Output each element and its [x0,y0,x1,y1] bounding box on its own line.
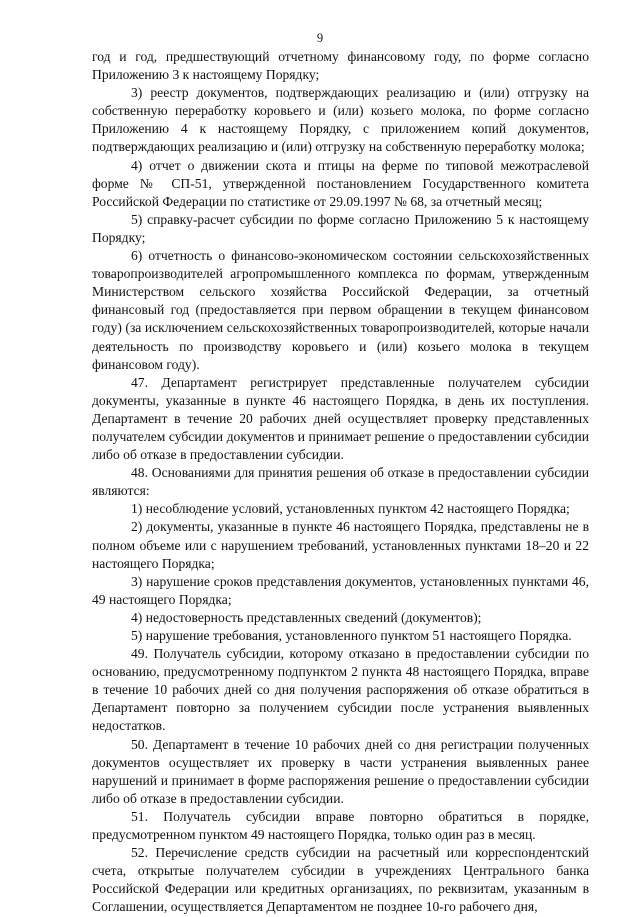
list-item-5: 5) справку-расчет субсидии по форме согласно Приложению 5 к настоящему Порядку; [92,211,589,245]
refusal-reason-1: 1) несоблюдение условий, установленных пунктом 42 настоящего Порядка; [131,501,570,517]
paragraph-continuation: год и год, предшествующий отчетному финансовому году, по форме согласно Приложению 3 к настоящему Порядку; [92,49,589,83]
clause-52: 52. Перечисление средств субсидии на расчетный или корреспондентский счета, открытые получателем субсидии в учреждениях Центрального банка Российской Федерации или кредитных организациях, по реквизитам, указанным в Соглашении, осуществляется Департаментом не позднее 10-го рабочего дня, [92,845,589,915]
list-item-4: 4) отчет о движении скота и птицы на ферме по типовой межотраслевой форме № СП-51, утвержденной постановлением Государственного комитета Российской Федерации по статистике от 29.09.1997 № 68, за отчетный месяц; [92,157,589,209]
clause-51: 51. Получатель субсидии вправе повторно обратиться в порядке, предусмотренном пунктом 49 настоящего Порядка, только один раз в месяц. [92,808,589,843]
page-number: 9 [316,31,324,45]
clause-48: 48. Основаниями для принятия решения об отказе в предоставлении субсидии являются: [92,465,589,499]
document-body [92,48,589,917]
refusal-reason-5: 5) нарушение требования, установленного пунктом 51 настоящего Порядка. [131,628,572,643]
clause-50: 50. Департамент в течение 10 рабочих дней со дня регистрации полученных документов осуществляет их проверку в части устранения выявленных ранее нарушений и принимает в форме распоряжения решение о предоставлении субсидии либо об отказе в предоставлении субсидии. [92,736,589,806]
refusal-reason-3: 3) нарушение сроков представления документов, установленных пунктами 46, 49 настоящего Порядка; [92,573,589,607]
refusal-reason-2: 2) документы, указанные в пункте 46 настоящего Порядка, представлены не в полном объеме или с нарушением требований, установленных пунктами 18–20 и 22 настоящего Порядка; [92,519,589,571]
clause-49: 49. Получатель субсидии, которому отказано в предоставлении субсидии по основанию, предусмотренному подпунктом 2 пункта 48 настоящего Порядка, вправе в течение 10 рабочих дней со дня получения распоряжения об отказе обратиться в Департамент повторно за получением субсидии после устранения выявленных недостатков. [92,646,589,734]
list-item-3: 3) реестр документов, подтверждающих реализацию и (или) отгрузку на собственную переработку коровьего и (или) козьего молока, по форме согласно Приложению 4 к настоящему Порядку, с приложением копий документов, подтверждающих реализацию и (или) отгрузку на собственную переработку молока; [92,85,589,155]
list-item-6: 6) отчетность о финансово-экономическом состоянии сельскохозяйственных товаропроизводителей агропромышленного комплекса по формам, утвержденным Министерством сельского хозяйства Российской Федерации, за отчетный финансовый год (предоставляется при первом обращении в текущем финансовом году) (за исключением сельскохозяйственных товаропроизводителей, которые начали деятельность по производству коровьего и (или) козьего молока в текущем финансовом году). [92,248,589,372]
refusal-reason-4: 4) недостоверность представленных сведений (документов); [131,609,482,625]
clause-47: 47. Департамент регистрирует представленные получателем субсидии документы, указанные в пункте 46 настоящего Порядка, в день их поступления. Департамент в течение 20 рабочих дней осуществляет проверку представленных получателем субсидии документов и принимает решение о предоставлении субсидии либо об отказе в предоставлении субсидии. [92,374,589,463]
